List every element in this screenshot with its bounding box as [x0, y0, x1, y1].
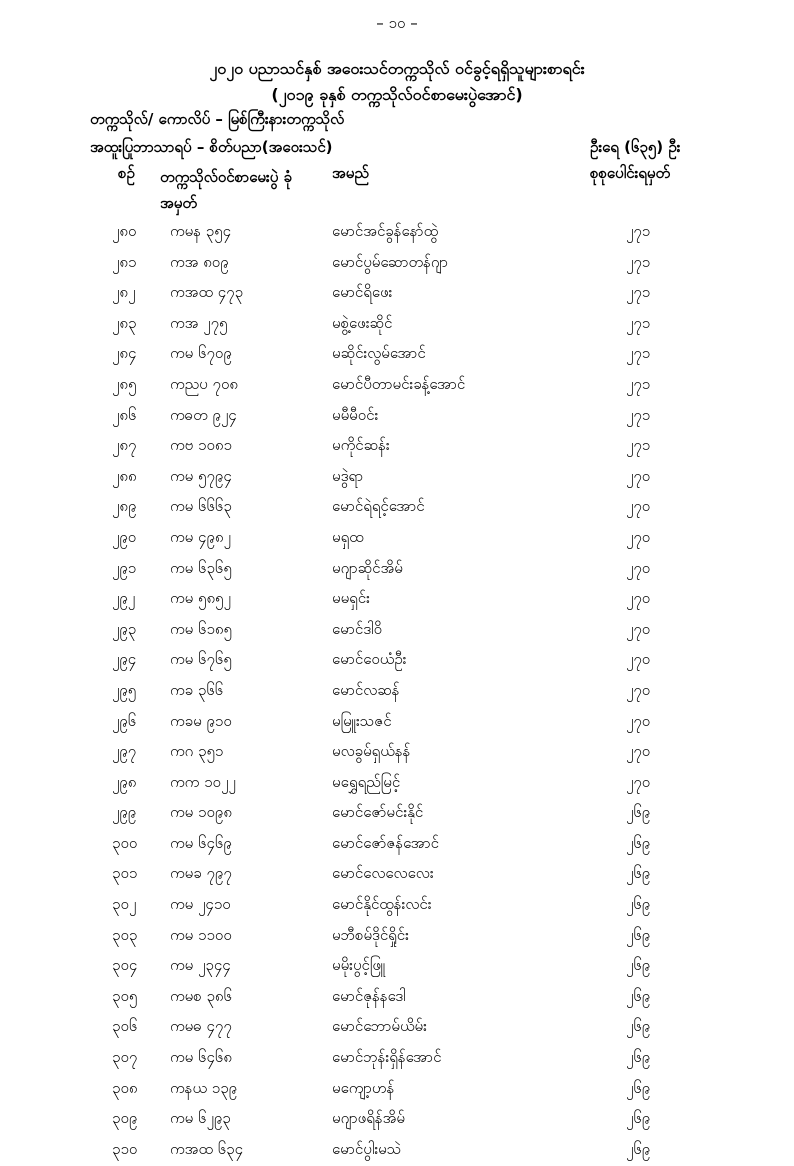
row-number: ၃၀၉: [112, 1109, 138, 1128]
count-label: ဦးရေ (၆၃၅) ဦး: [590, 138, 681, 156]
row-roll-number: ကမ ၆၂၉၃: [170, 1109, 231, 1128]
row-marks: ၂၆၉: [626, 1017, 651, 1036]
row-roll-number: ကညပ ၇၀၈: [170, 374, 238, 393]
row-name: မမီမီဝင်း: [332, 405, 379, 424]
table-row: [0, 371, 794, 402]
column-header-no: စဉ်: [118, 164, 135, 182]
row-number: ၂၉၈: [112, 772, 137, 791]
row-name: မဒွဲရာ: [332, 466, 364, 485]
row-name: မောင်ပွါးမသဲ: [332, 1139, 402, 1158]
table-row: [0, 340, 794, 371]
row-name: မမိုးပွင့်ဖြူ: [332, 956, 386, 975]
row-name: မောင်ရိဖေး: [332, 283, 393, 302]
row-name: မောင်လဆန်: [332, 680, 400, 699]
row-number: ၃၀၂: [112, 895, 137, 914]
column-header-roll: တက္ကသိုလ်ဝင်စာမေးပွဲ ခုံအမှတ်: [160, 168, 292, 212]
row-marks: ၂၇၁: [626, 252, 651, 271]
row-roll-number: ကမ ၁၀၉၈: [170, 803, 232, 822]
row-roll-number: ကမ ၅၈၅၂: [170, 589, 231, 608]
table-row: [0, 1136, 794, 1166]
table-row: [0, 677, 794, 708]
row-name: မောင်ဇော်ဇန်အောင်: [332, 833, 439, 852]
row-name: မောင်ဘောမ်ယိမ်း: [332, 1017, 427, 1036]
row-name: မစွဲ့ဖေးဆိုင်: [332, 313, 393, 332]
table-row: [0, 1013, 794, 1044]
document-title: ၂၀၂၀ ပညာသင်နှစ် အဝေးသင်တက္ကသိုလ် ဝင်ခွင့်ရရှိသူများစာရင်း: [209, 59, 585, 78]
row-number: ၂၉၁: [112, 558, 137, 577]
row-marks: ၂၆၉: [626, 986, 651, 1005]
row-name: မောင်ရဲရင့်အောင်: [332, 497, 425, 516]
row-marks: ၂၆၉: [626, 1109, 651, 1128]
row-name: မောင်ဝေယံဦး: [332, 650, 407, 669]
row-marks: ၂၆၉: [626, 803, 651, 822]
row-marks: ၂၇၀: [626, 650, 651, 669]
row-name: မောင်ပီတာမင်းခန့်အောင်: [332, 374, 466, 393]
table-row: [0, 799, 794, 830]
row-marks: ၂၆၉: [626, 1048, 651, 1067]
row-number: ၃၀၁: [112, 864, 138, 883]
row-number: ၃၀၅: [112, 986, 138, 1005]
row-marks: ၂၆၉: [626, 864, 651, 883]
table-row: [0, 555, 794, 586]
table-row: [0, 769, 794, 800]
row-roll-number: ကမ ၆၇၀၉: [170, 344, 232, 363]
row-number: ၂၉၂: [112, 589, 136, 608]
table-row: [0, 524, 794, 555]
row-roll-number: ကမစ ၃၈၆: [170, 986, 232, 1005]
row-name: မမရှင်း: [332, 589, 370, 608]
table-row: [0, 1105, 794, 1136]
row-marks: ၂၇၀: [626, 589, 651, 608]
table-row: [0, 616, 794, 647]
row-number: ၃၁၀: [112, 1139, 138, 1158]
row-number: ၂၈၈: [112, 466, 137, 485]
row-roll-number: ကမခ ၇၉၇: [170, 864, 232, 883]
row-name: မရှထ: [332, 527, 364, 546]
column-header-marks: စုစုပေါင်းရမှတ်: [590, 164, 671, 182]
row-roll-number: ကမ ၂၄၁၀: [170, 895, 231, 914]
row-number: ၂၈၅: [112, 374, 137, 393]
row-name: မဘီစမ်ဒိုင်ရှိုင်း: [332, 925, 409, 944]
row-name: မမြူးသဇင်: [332, 711, 392, 730]
row-number: ၂၉၄: [112, 650, 137, 669]
row-number: ၂၈၆: [112, 405, 137, 424]
table-row: [0, 493, 794, 524]
row-name: မကျော့ဟန်: [332, 1078, 395, 1097]
row-marks: ၂၆၉: [626, 1139, 651, 1158]
row-roll-number: ကဂ ၃၅၁: [170, 742, 224, 761]
row-name: မောင်ဇုန်နဒေါ: [332, 986, 406, 1005]
row-name: မောင်ပွမ်ဆောတန်ဂျာ: [332, 252, 449, 271]
results-table: [0, 218, 794, 1166]
table-row: [0, 432, 794, 463]
row-number: ၂၉၅: [112, 680, 137, 699]
table-row: [0, 310, 794, 341]
row-number: ၂၈၃: [112, 313, 137, 332]
table-row: [0, 585, 794, 616]
row-marks: ၂၆၉: [626, 956, 651, 975]
row-roll-number: ကမ ၁၁၀၀: [170, 925, 232, 944]
table-row: [0, 463, 794, 494]
row-roll-number: ကအ ၂၇၅: [170, 313, 228, 332]
row-marks: ၂၆၉: [626, 833, 651, 852]
row-number: ၂၈၇: [112, 436, 137, 455]
row-number: ၂၈၁: [112, 252, 137, 271]
row-roll-number: ကမ ၆၁၈၅: [170, 619, 232, 638]
row-name: မောင်ဒါဝိ: [332, 619, 383, 638]
major-label: အထူးပြုဘာသာရပ် – စိတ်ပညာ(အဝေးသင်): [90, 138, 333, 156]
table-row: [0, 891, 794, 922]
row-roll-number: ကခ ၃၆၆: [170, 680, 224, 699]
row-number: ၃၀၇: [112, 1048, 138, 1067]
row-roll-number: ကနယ ၁၃၉: [170, 1078, 238, 1097]
row-marks: ၂၇၀: [626, 527, 651, 546]
row-roll-number: ကမ ၆၃၆၅: [170, 558, 232, 577]
table-row: [0, 830, 794, 861]
row-roll-number: ကမန ၃၅၄: [170, 222, 232, 240]
row-roll-number: ကမဓ ၄၇၇: [170, 1017, 232, 1036]
row-number: ၂၉၉: [112, 803, 137, 822]
row-roll-number: ကမ ၄၉၈၂: [170, 527, 231, 546]
row-name: မကိုင်ဆန်း: [332, 436, 390, 455]
row-name: မလခွမ်ရှယ်နန်: [332, 742, 411, 761]
table-row: [0, 922, 794, 953]
row-number: ၂၈၂: [112, 283, 136, 302]
row-marks: ၂၇၀: [626, 742, 651, 761]
row-name: မောင်နိုင်ထွန်းလင်း: [332, 895, 432, 914]
row-marks: ၂၇၁: [626, 283, 651, 302]
row-roll-number: ကမ ၆၄၆၈: [170, 1048, 232, 1067]
row-number: ၂၉၀: [112, 527, 137, 546]
row-marks: ၂၇၀: [626, 680, 651, 699]
page-number: – ၁၀ –: [376, 14, 418, 32]
row-marks: ၂၇၁: [626, 313, 651, 332]
table-row: [0, 738, 794, 769]
row-roll-number: ကမ ၅၇၉၄: [170, 466, 232, 485]
row-number: ၃၀၄: [112, 956, 138, 975]
row-marks: ၂၇၁: [626, 405, 651, 424]
table-row: [0, 860, 794, 891]
row-number: ၃၀၃: [112, 925, 138, 944]
row-marks: ၂၇၀: [626, 619, 651, 638]
row-name: မဆိုင်းလွမ်အောင်: [332, 344, 426, 363]
row-number: ၃၀၆: [112, 1017, 138, 1036]
row-marks: ၂၇၀: [626, 772, 651, 791]
row-marks: ၂၇၁: [626, 436, 651, 455]
row-number: ၂၈၀: [112, 222, 137, 240]
row-number: ၂၈၉: [112, 497, 137, 516]
row-name: မောင်ဇော်မင်းနိုင်: [332, 803, 424, 822]
table-row: [0, 402, 794, 433]
row-name: မရွှေရည်မြင့်: [332, 772, 401, 791]
row-roll-number: ကက ၁၀၂၂: [170, 772, 236, 791]
column-header-name: အမည်: [332, 164, 369, 182]
table-row: [0, 1075, 794, 1106]
row-number: ၂၉၃: [112, 619, 137, 638]
table-row: [0, 708, 794, 739]
row-marks: ၂၆၉: [626, 1078, 651, 1097]
row-name: မဂျာဖရိန်အိမ်: [332, 1109, 405, 1128]
row-roll-number: ကအထ ၆၃၄: [170, 1139, 244, 1158]
row-roll-number: ကမ ၆၄၆၉: [170, 833, 232, 852]
row-marks: ၂၇၀: [626, 497, 651, 516]
row-marks: ၂၇၀: [626, 466, 651, 485]
row-marks: ၂၇၁: [626, 344, 651, 363]
row-roll-number: ကခမ ၉၁၀: [170, 711, 232, 730]
table-row: [0, 983, 794, 1014]
row-roll-number: ကအ ၈၀၉: [170, 252, 229, 271]
row-name: မောင်ဘုန်းရှိန်အောင်: [332, 1048, 442, 1067]
row-roll-number: ကမ ၂၃၄၄: [170, 956, 231, 975]
row-marks: ၂၇၁: [626, 374, 651, 393]
row-marks: ၂၇၀: [626, 558, 651, 577]
table-row: [0, 646, 794, 677]
row-name: မောင်လေလေလေး: [332, 864, 434, 883]
row-name: မဂျာဆိုင်အိမ်: [332, 558, 403, 577]
row-roll-number: ကဗ ၁၀၈၁: [170, 436, 232, 455]
row-roll-number: ကမ ၆၇၆၅: [170, 650, 232, 669]
table-row: [0, 218, 794, 249]
row-marks: ၂၆၉: [626, 925, 651, 944]
row-marks: ၂၆၉: [626, 895, 651, 914]
row-number: ၂၉၇: [112, 742, 137, 761]
row-marks: ၂၇၁: [626, 222, 651, 240]
row-number: ၃၀၀: [112, 833, 138, 852]
row-name: မောင်အင်ခွန်နော်ထွဲ: [332, 222, 439, 240]
row-marks: ၂၇၀: [626, 711, 651, 730]
row-number: ၂၈၄: [112, 344, 137, 363]
row-number: ၃၀၈: [112, 1078, 138, 1097]
table-row: [0, 952, 794, 983]
table-row: [0, 279, 794, 310]
row-roll-number: ကအထ ၄၇၃: [170, 283, 244, 302]
document-subtitle: (၂၀၁၉ ခုနှစ် တက္ကသိုလ်ဝင်စာမေးပွဲအောင်): [271, 85, 523, 104]
table-row: [0, 1044, 794, 1075]
row-roll-number: ကမ ၆၆၆၃: [170, 497, 232, 516]
row-number: ၂၉၆: [112, 711, 137, 730]
table-row: [0, 249, 794, 280]
row-roll-number: ကဓတ ၉၂၄: [170, 405, 237, 424]
university-label: တက္ကသိုလ်/ ကောလိပ် – မြစ်ကြီးနားတက္ကသိုလ်: [90, 110, 345, 128]
